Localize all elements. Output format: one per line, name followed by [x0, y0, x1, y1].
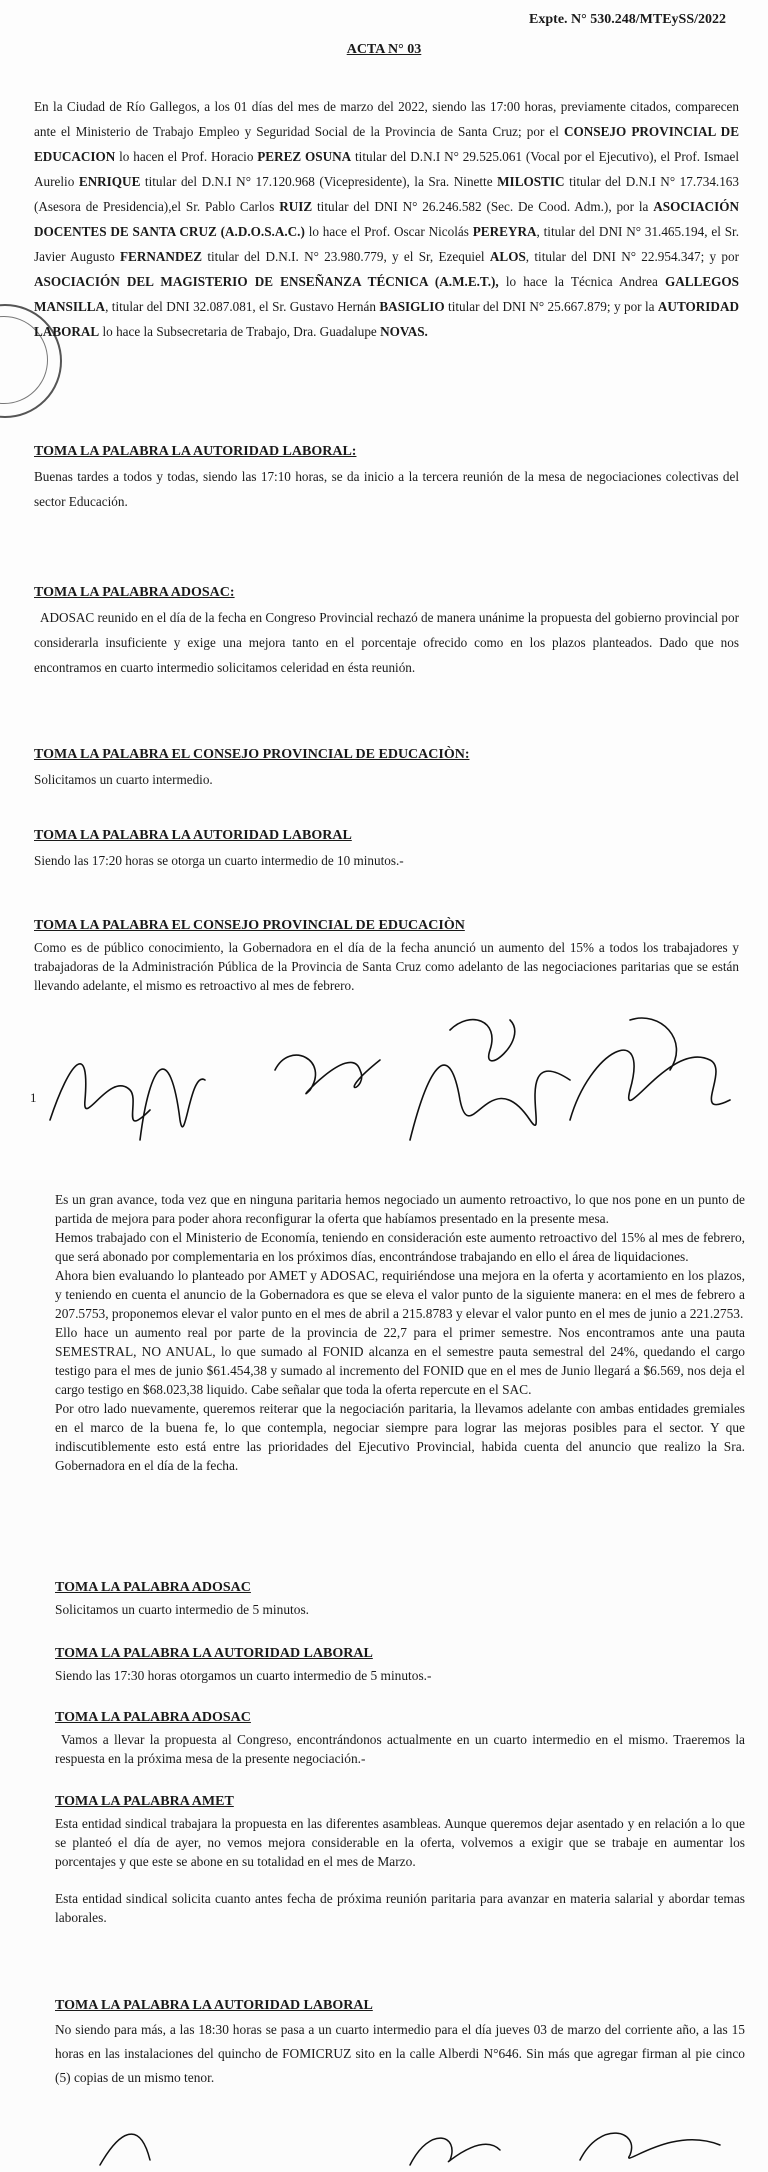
- section-heading: TOMA LA PALABRA EL CONSEJO PROVINCIAL DE EDUCACIÒN: [34, 918, 465, 933]
- signature-5: [570, 1050, 730, 1120]
- section-autoridad-1: [34, 444, 739, 514]
- section-heading: TOMA LA PALABRA LA AUTORIDAD LABORAL: [34, 828, 352, 843]
- section-text: ADOSAC reunido en el día de la fecha en Congreso Provincial rechazó de manera unánime la propuesta del gobierno provincial por considerarla insuficiente y exige una mejora tanto en el porcentaje ofrecido como en los plazos planteados. Dado que nos encontramos en cuarto intermedio solicitamos celeridad en ésta reunión.: [34, 610, 739, 675]
- continuation-paragraph: Por otro lado nuevamente, queremos reiterar que la negociación paritaria, la llevamos adelante con ambas entidades gremiales en el marco de la buena fe, lo que contempla, negociar siempre para lograr las mejoras posibles para el sector. Y que indiscutiblemente esto está entre las prioridades del Ejecutivo Provincial, habida cuenta del anuncio que realizo la Sra. Gobernadora en el día de la fecha.: [55, 1401, 745, 1473]
- section-text: No siendo para más, a las 18:30 horas se pasa a un cuarto intermedio para el día jueves 03 de marzo del corriente año, a las 15 horas en las instalaciones del quincho de FOMICRUZ sito en la calle Alberdi N°646. Sin más que agregar firman al pie cinco (5) copias de un mismo tenor.: [55, 2022, 745, 2085]
- section-adosac-2: [55, 1580, 745, 1619]
- section-consejo-2: [34, 918, 739, 995]
- section-text: Buenas tardes a todos y todas, siendo las 17:10 horas, se da inicio a la tercera reunión de la mesa de negociaciones colectivas del sector Educación.: [34, 469, 739, 509]
- document-page-2: [0, 1180, 768, 2172]
- section-text: Siendo las 17:20 horas se otorga un cuarto intermedio de 10 minutos.-: [34, 853, 404, 868]
- section-heading: TOMA LA PALABRA LA AUTORIDAD LABORAL: [55, 1998, 373, 2013]
- signature-3: [275, 1055, 380, 1093]
- signature-7: [410, 2138, 500, 2165]
- section-text: Esta entidad sindical trabajara la propuesta en las diferentes asambleas. Aunque queremos dejar asentado y en relación a lo que se planteó el día de ayer, no vemos mejora considerable en la oferta, volvemos a exigir que se trabaje en aumentar los porcentajes y que este se abone en su totalidad en el mes de Marzo.: [55, 1816, 745, 1869]
- section-heading: TOMA LA PALABRA LA AUTORIDAD LABORAL:: [34, 444, 357, 459]
- section-adosac-1: [34, 585, 739, 680]
- signatures-page-1: [30, 1000, 750, 1175]
- section-amet: [55, 1794, 745, 1927]
- continuation-paragraph: Hemos trabajado con el Ministerio de Economía, teniendo en consideración este aumento retroactivo del 15% al mes de febrero, que será abonado por complementaria en los próximos días, encontrándose trabajando en ello el área de liquidaciones.: [55, 1230, 745, 1264]
- section-text: Solicitamos un cuarto intermedio.: [34, 772, 213, 787]
- section-autoridad-2: [34, 828, 739, 873]
- signature-1: [50, 1064, 150, 1121]
- continuation-block: [55, 1190, 745, 1475]
- section-heading: TOMA LA PALABRA ADOSAC: [55, 1580, 251, 1595]
- page-mark: 1: [30, 1090, 37, 1105]
- section-heading: TOMA LA PALABRA ADOSAC: [55, 1710, 251, 1725]
- section-heading: TOMA LA PALABRA ADOSAC:: [34, 585, 235, 600]
- acta-title: ACTA N° 03: [346, 42, 422, 57]
- signature-8: [580, 2133, 720, 2160]
- signature-4: [410, 1065, 570, 1140]
- signatures-page-2: [20, 2110, 760, 2172]
- section-consejo-1: [34, 747, 739, 792]
- file-number: Expte. N° 530.248/MTEySS/2022: [529, 12, 726, 27]
- section-autoridad-4: [55, 1998, 745, 2090]
- continuation-paragraph: Ahora bien evaluando lo planteado por AMET y ADOSAC, requiriéndose una mejora en la oferta y acortamiento en los plazos, y teniendo en cuenta el anuncio de la Gobernadora es que se eleva el valor punto de la siguiente manera: en el mes de febrero a 207.5753, proponemos elevar el valor punto en el mes de abril a 215.8783 y elevar el valor punto en el mes de junio a 221.2753.: [55, 1268, 745, 1321]
- signature-2: [140, 1069, 205, 1140]
- continuation-paragraph: Ello hace un aumento real por parte de la provincia de 22,7 para el primer semestre. Nos encontramos ante una pauta SEMESTRAL, NO ANUAL, lo que sumado al FONID alcanza en el semestre pauta semestral del 24%, quedando el cargo testigo para el mes de junio $61.454,38 y sumado al incremento del FONID que en el mes de Junio llegará a $6.569, nos deja el cargo testigo en $68.023,38 liquido. Cabe señalar que toda la oferta repercute en el SAC.: [55, 1325, 745, 1397]
- section-text: Solicitamos un cuarto intermedio de 5 minutos.: [55, 1602, 310, 1617]
- signature-6: [100, 2134, 150, 2165]
- section-heading: TOMA LA PALABRA AMET: [55, 1794, 234, 1809]
- section-heading: TOMA LA PALABRA EL CONSEJO PROVINCIAL DE EDUCACIÒN:: [34, 747, 470, 762]
- continuation-paragraph: Es un gran avance, toda vez que en ninguna paritaria hemos negociado un aumento retroactivo, lo que nos pone en un punto de partida de mejora para poder ahora reconfigurar la oferta que habíamos presentado en la presente mesa.: [55, 1192, 745, 1226]
- intro-paragraph: En la Ciudad de Río Gallegos, a los 01 días del mes de marzo del 2022, siendo las 17:00 horas, previamente citados, comparecen ante el Ministerio de Trabajo Empleo y Seguridad Social de la Provincia de Santa Cruz; por el CONSEJO PROVINCIAL DE EDUCACION lo hacen el Prof. Horacio PEREZ OSUNA titular del D.N.I N° 29.525.061 (Vocal por el Ejecutivo), el Prof. Ismael Aurelio ENRIQUE titular del D.N.I N° 17.120.968 (Vicepresidente), la Sra. Ninette MILOSTIC titular del D.N.I N° 17.734.163 (Asesora de Presidencia),el Sr. Pablo Carlos RUIZ titular del DNI N° 26.246.582 (Sec. De Cood. Adm.), por la ASOCIACIÓN DOCENTES DE SANTA CRUZ (A.D.O.S.A.C.) lo hace el Prof. Oscar Nicolás PEREYRA, titular del DNI N° 31.465.194, el Sr. Javier Augusto FERNANDEZ titular del D.N.I. N° 23.980.779, y el Sr, Ezequiel ALOS, titular del DNI N° 22.954.347; y por ASOCIACIÓN DEL MAGISTERIO DE ENSEÑANZA TÉCNICA (A.M.E.T.), lo hace la Técnica Andrea GALLEGOS MANSILLA, titular del DNI 32.087.081, el Sr. Gustavo Hernán BASIGLIO titular del DNI N° 25.667.879; y por la AUTORIDAD LABORAL lo hace la Subsecretaria de Trabajo, Dra. Guadalupe NOVAS.: [34, 99, 740, 339]
- section-text: Vamos a llevar la propuesta al Congreso, encontrándonos actualmente en un cuarto intermedio en el mismo. Traeremos la respuesta en la próxima mesa de la presente negociación.-: [55, 1732, 745, 1766]
- section-text: Como es de público conocimiento, la Gobernadora en el día de la fecha anunció un aumento del 15% a todos los trabajadores y trabajadoras de la Administración Pública de la Provincia de Santa Cruz como adelanto de las negociaciones paritarias que se están llevando adelante, el mismo es retroactivo al mes de febrero.: [34, 940, 739, 993]
- section-text: Siendo las 17:30 horas otorgamos un cuarto intermedio de 5 minutos.-: [55, 1668, 432, 1683]
- section-heading: TOMA LA PALABRA LA AUTORIDAD LABORAL: [55, 1646, 373, 1661]
- section-autoridad-3: [55, 1646, 745, 1685]
- section-text-2: Esta entidad sindical solicita cuanto antes fecha de próxima reunión paritaria para avanzar en materia salarial y abordar temas laborales.: [55, 1891, 745, 1925]
- section-adosac-3: [55, 1710, 745, 1768]
